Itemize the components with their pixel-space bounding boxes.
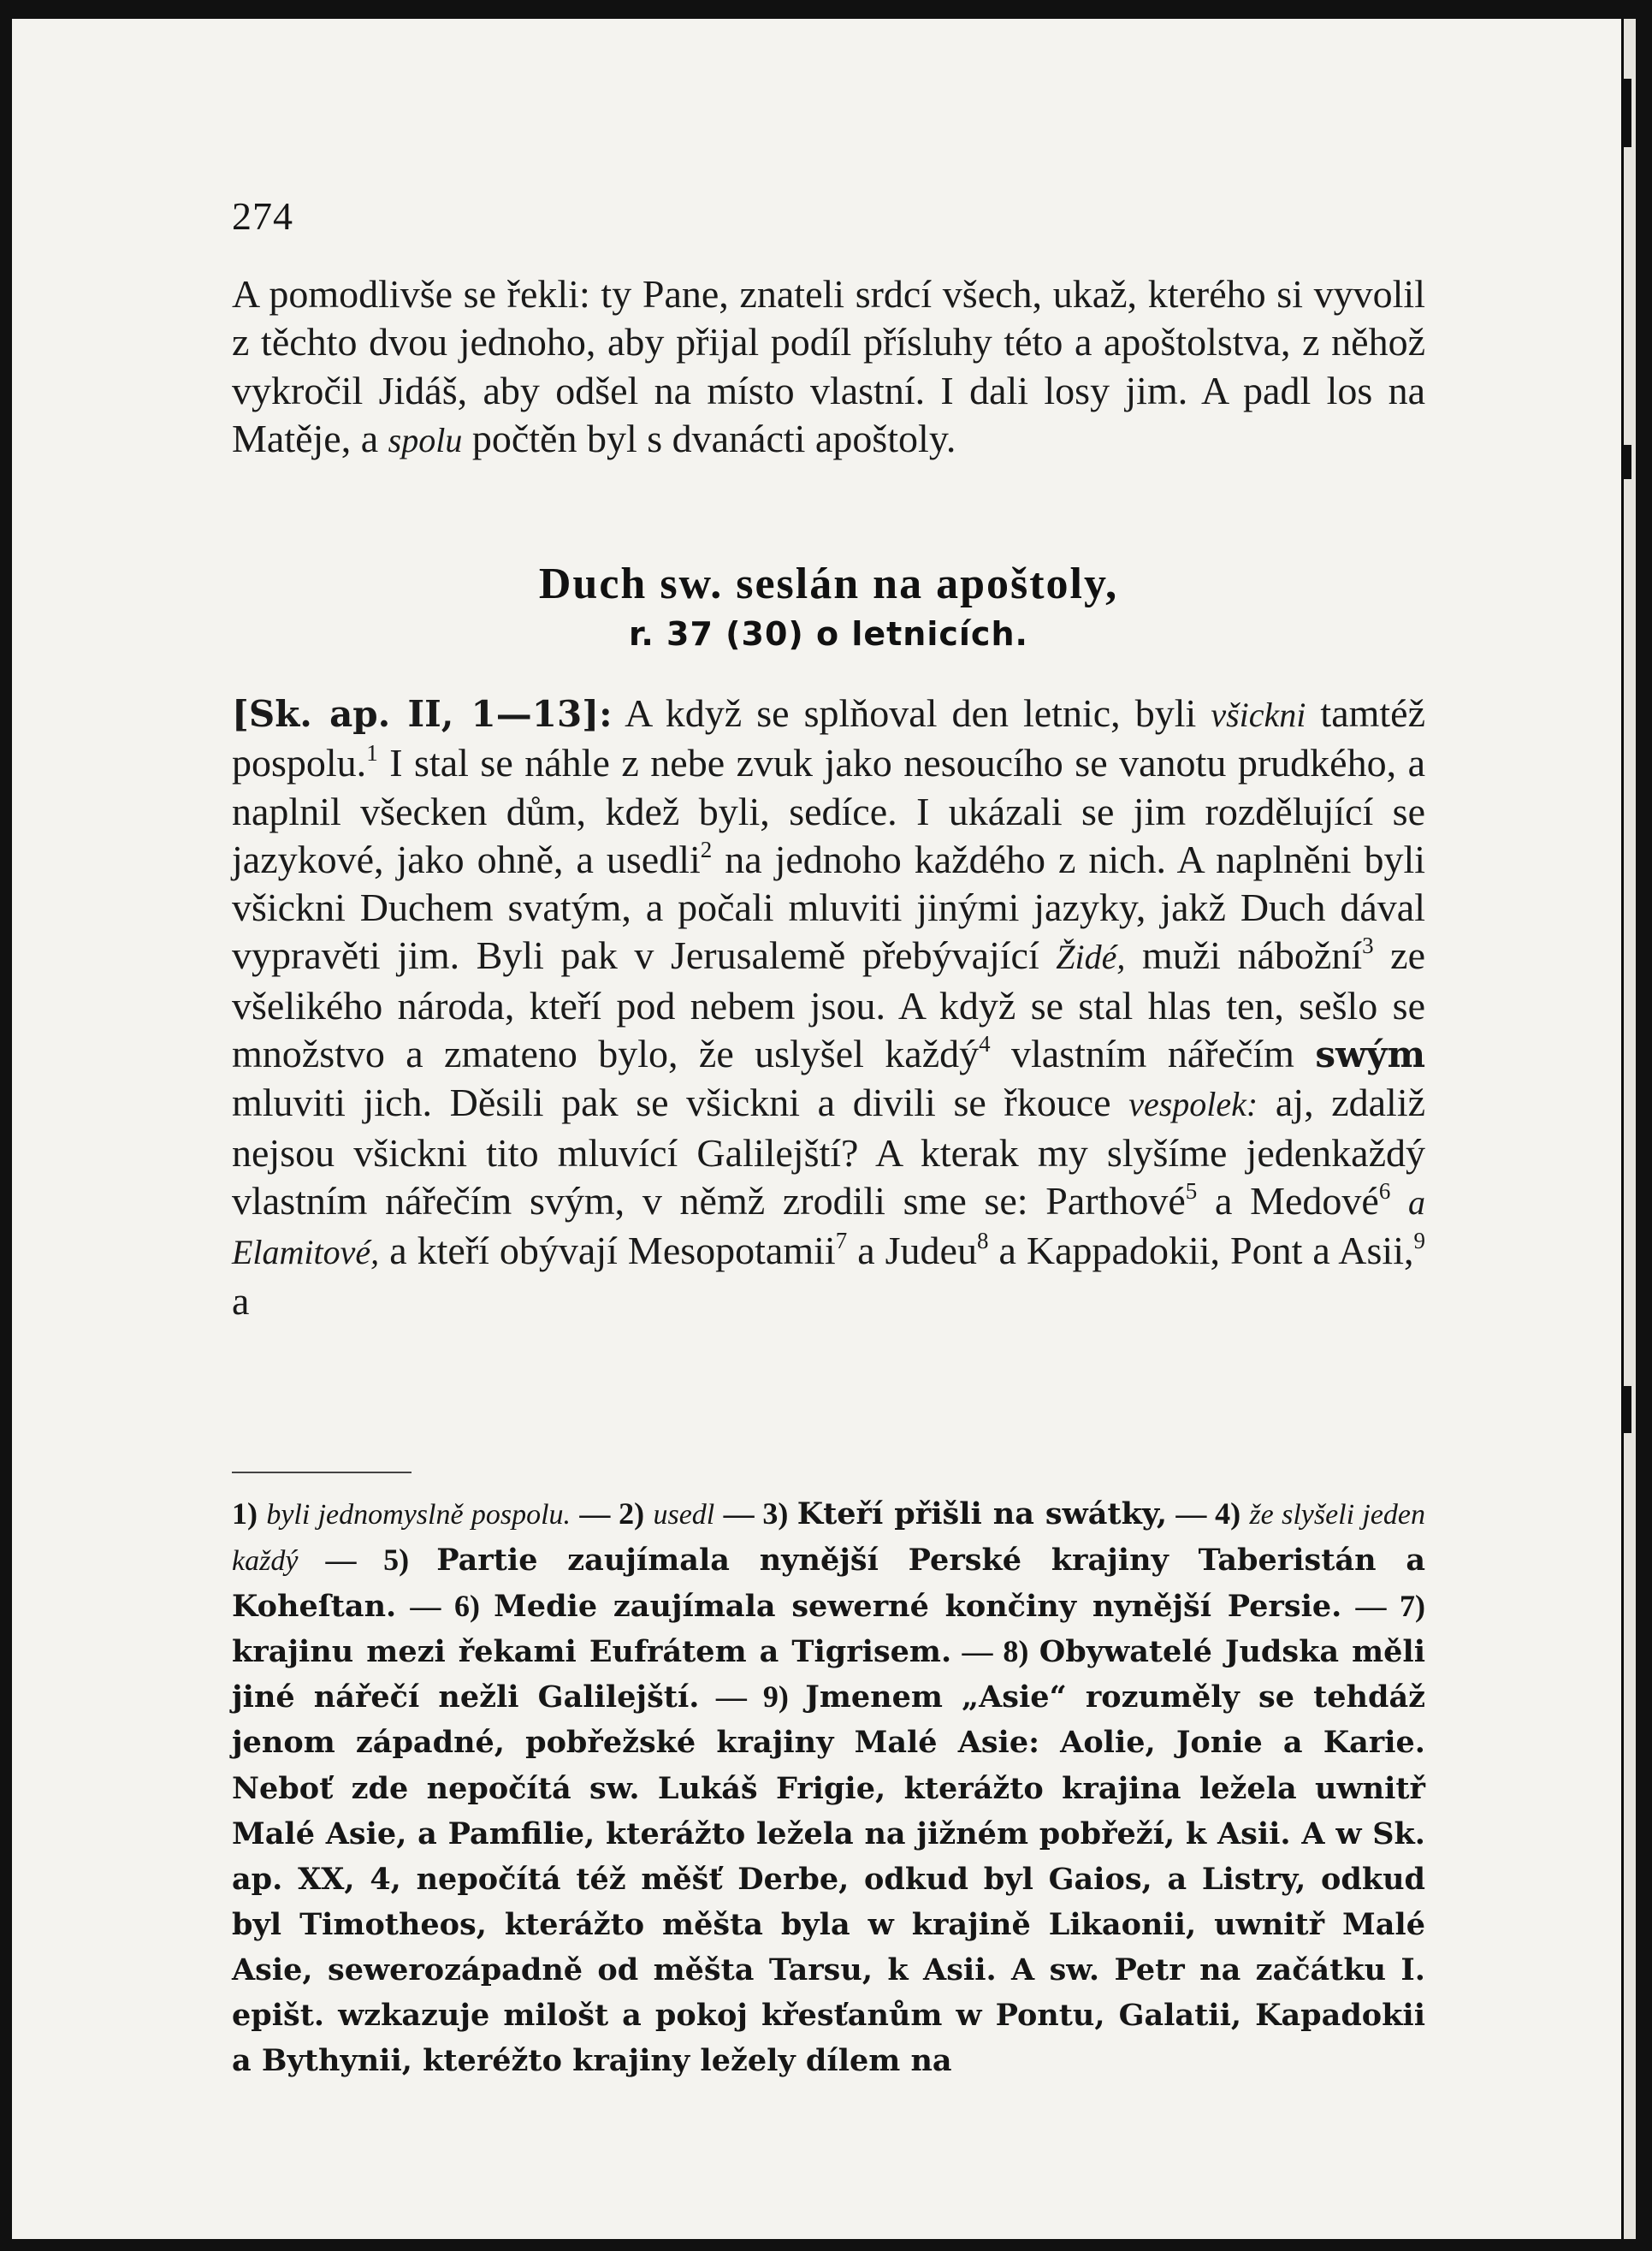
passage-text: aj, zdaliž nejsou všickni tito mluvící Galilejští? A kterak my slyšíme jedenkaždý vlastním nářečím svým, v němž zrodili sme se: Parthové xyxy=(232,1081,1426,1223)
edge-mark xyxy=(1623,79,1631,147)
footnote-text: byli jednomyslně pospolu. xyxy=(266,1499,571,1531)
passage-text: mluviti jich. Děsili pak se všickni a divili se řkouce xyxy=(232,1081,1111,1125)
passage-text: a Medové xyxy=(1214,1178,1379,1223)
edge-mark xyxy=(1623,445,1631,479)
footnote-number: — 5) xyxy=(325,1543,410,1578)
opening-text: A pomodlivše se řekli: ty Pane, znateli srdcí všech, ukaž, kterého si vyvolil z těchto dvou jednoho, aby přijal podíl přísluhy této a apoštolstva, z něhož vykročil Jidáš, aby odšel na místo vlastní. I dali losy jim. A padl los na Matěje, a xyxy=(232,272,1425,460)
footnote-text: Obywatelé Judska měli jiné nářečí nežli Galilejští. xyxy=(232,1634,1425,1715)
footnote-marker: 1 xyxy=(366,739,378,766)
emphasis: všickni xyxy=(1211,696,1306,734)
passage-text: a Kappadokii, Pont a Asii, xyxy=(998,1229,1414,1273)
footnote-text: Partie zaujímala nynější Perské krajiny Taberistán a Koheſtan. xyxy=(232,1543,1425,1625)
passage-text: a Judeu xyxy=(857,1229,977,1273)
scripture-passage xyxy=(232,690,1425,1325)
scripture-reference: [Sk. ap. II, 1—13]: xyxy=(232,693,613,735)
passage-text: I stal se náhle z nebe zvuk jako nesoucího se vanotu prudkého, a naplnil všecken dům, kdež byli, sedíce. I ukázali se jim rozdělující se jazykové, jako ohně, a usedli xyxy=(232,741,1425,881)
footnote-marker: 4 xyxy=(979,1030,991,1057)
footnote-marker: 5 xyxy=(1185,1177,1198,1204)
section-heading: Duch sw. seslán na apoštoly, xyxy=(538,560,1119,608)
footnote-divider xyxy=(232,1472,412,1473)
opening-text-end: počtěn byl s dvanácti apoštoly. xyxy=(471,416,956,460)
footnote-number: — 6) xyxy=(410,1589,480,1624)
footnote-marker: 7 xyxy=(835,1227,848,1253)
footnote-marker: 6 xyxy=(1378,1177,1391,1204)
footnote-text: krajinu mezi řekami Eufrátem a Tigrisem. xyxy=(232,1634,952,1670)
emphasis: a Elamitové, xyxy=(232,1182,1426,1272)
footnote-marker: 9 xyxy=(1413,1227,1425,1253)
footnote-text: Jmenem „Asie“ rozuměly se tehdáž jenom západné, pobřežské krajiny Malé Asie: Aolie, Jonie a Karie. Neboť zde nepočítá sw. Lukáš Frigie, kterážto krajina ležela uwnitř Malé Asie, a Pamfilie, kterážto ležela na jižném pobřeží, k Asii. A w Sk. ap. XX, 4, nepočítá též měšť Derbe, odkud byl Gaios, a Listry, odkud byl Timotheos, kterážto měšta byla w krajině Likaonii, uwnitř Malé Asie, sewerozápadně od měšta Tarsu, k Asii. A sw. Petr na začátku I. epišt. wzkazuje milošt a pokoj křesťanům w Pontu, Galatii, Kapadokii a Bythynii, kteréžto krajiny ležely dílem na xyxy=(232,1679,1426,2079)
footnote-text: že slyšeli jeden každý xyxy=(232,1499,1426,1578)
passage-text: ze všelikého národa, kteří pod nebem jsou. A když se stal hlas ten, sešlo se množstvo a zmateno bylo, že uslyšel každý xyxy=(232,933,1425,1076)
edge-mark xyxy=(1623,1386,1631,1433)
passage-text: muži nábožní xyxy=(1141,933,1363,978)
opening-paragraph xyxy=(232,270,1425,465)
passage-text: vlastním nářečím xyxy=(1011,1032,1294,1076)
emphasis: Židé, xyxy=(1056,938,1126,977)
passage-text: a kteří obývají Mesopotamii xyxy=(389,1229,836,1273)
footnote-number: — 4) xyxy=(1175,1496,1241,1531)
footnotes xyxy=(232,1491,1425,2083)
emphasis: spolu xyxy=(388,420,463,459)
footnote-number: — 9) xyxy=(715,1679,789,1715)
footnote-marker: 8 xyxy=(976,1227,989,1253)
footnote-number: 1) xyxy=(232,1496,258,1531)
section-subheading: r. 37 (30) o letnicích. xyxy=(629,615,1028,653)
passage-text: a xyxy=(232,1278,250,1323)
passage-text: A když se splňoval den letnic, byli xyxy=(625,691,1197,735)
footnote-text: Medie zaujímala sewerné končiny nynější Persie. xyxy=(494,1589,1342,1625)
emphasis: vespolek: xyxy=(1128,1085,1258,1124)
footnote-number: — 7) xyxy=(1355,1589,1426,1624)
footnote-text: usedl xyxy=(653,1499,715,1531)
footnote-marker: 2 xyxy=(700,836,713,862)
footnote-number: — 2) xyxy=(579,1496,645,1531)
fraktur-word: swým xyxy=(1315,1034,1426,1076)
footnote-text: Kteří přišli na swátky, xyxy=(796,1496,1168,1531)
page-number: 274 xyxy=(232,194,293,238)
passage-text: na jednoho každého z nich. A naplněni byli všickni Duchem svatým, a počali mluviti jinými jazyky, jakž Duch dával vypravěti jim. Byli pak v Jerusalemě přebývající xyxy=(232,837,1426,978)
footnote-number: — 8) xyxy=(962,1634,1029,1669)
passage-text: tamtéž pospolu. xyxy=(232,691,1426,785)
footnote-number: — 3) xyxy=(723,1496,789,1531)
footnote-marker: 3 xyxy=(1362,933,1374,959)
page-edge xyxy=(1621,19,1636,2239)
